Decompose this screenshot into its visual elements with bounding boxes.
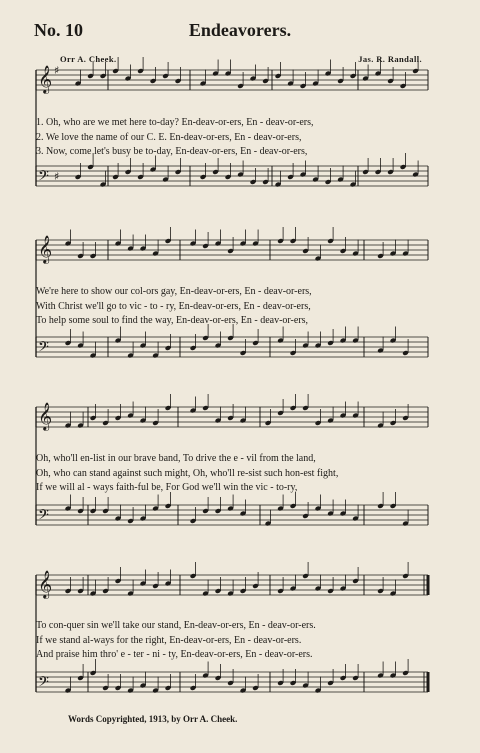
lyric-line: Oh, who'll en-list in our brave band, To drive the e - vil from the land,: [36, 453, 316, 464]
bass-clef: 𝄢: [38, 339, 49, 359]
bass-clef: 𝄢: [38, 168, 49, 188]
bass-clef: 𝄢: [38, 674, 49, 694]
lyrics-system-1: [36, 116, 430, 160]
lyric-line: 2. We love the name of our C. E. En-deav-or-ers, En - deav-or-ers,: [36, 131, 302, 143]
lyric-line: To con-quer sin we'll take our stand, En-deav-or-ers, En - deav-or-ers.: [36, 620, 316, 631]
bass-clef: 𝄢: [38, 507, 49, 527]
lyric-line: We're here to show our col-ors gay, En-deav-or-ers, En - deav-or-ers,: [36, 286, 312, 297]
lyric-line: 3. Now, come let's busy be to-day, En-deav-or-ers, En - deav-or-ers,: [36, 146, 308, 157]
hymn-title: Endeavorers.: [188, 20, 292, 40]
lyric-line: With Christ we'll go to vic - to - ry, En-deav-or-ers, En - deav-or-ers,: [36, 300, 311, 312]
hymn-number: No. 10: [34, 20, 83, 40]
lyric-line: If we stand al-ways for the right, En-deav-or-ers, En - deav-or-ers.: [36, 634, 302, 646]
key-signature-sharp: ♯: [54, 64, 60, 77]
lyric-line: 1. Oh, who are we met here to-day? En-deav-or-ers, En - deav-or-ers,: [36, 117, 314, 128]
music-credit: Jas. R. Randall.: [358, 54, 422, 64]
treble-clef: 𝄞: [38, 65, 53, 93]
treble-clef: 𝄞: [38, 235, 53, 263]
key-signature-sharp: ♯: [54, 170, 60, 183]
treble-clef: 𝄞: [38, 570, 53, 598]
lyrics-system-4: [36, 619, 430, 663]
lyric-line: Oh, who can stand against such might, Oh, who'll re-sist such hon-est fight,: [36, 467, 339, 479]
lyric-line: If we will al - ways faith-ful be, For God we'll win the vic - to-ry,: [36, 482, 298, 493]
words-credit: Orr A. Cheek.: [60, 54, 117, 64]
lyrics-system-3: [36, 452, 430, 496]
lyric-line: And praise him thro' e - ter - ni - ty, En-deav-or-ers, En - deav-or-ers.: [36, 649, 313, 660]
lyric-line: To help some soul to find the way, En-deav-or-ers, En - deav-or-ers,: [36, 315, 309, 326]
treble-clef: 𝄞: [38, 402, 53, 430]
copyright-notice: Words Copyrighted, 1913, by Orr A. Cheek.: [68, 714, 238, 724]
lyrics-system-2: [36, 285, 430, 329]
